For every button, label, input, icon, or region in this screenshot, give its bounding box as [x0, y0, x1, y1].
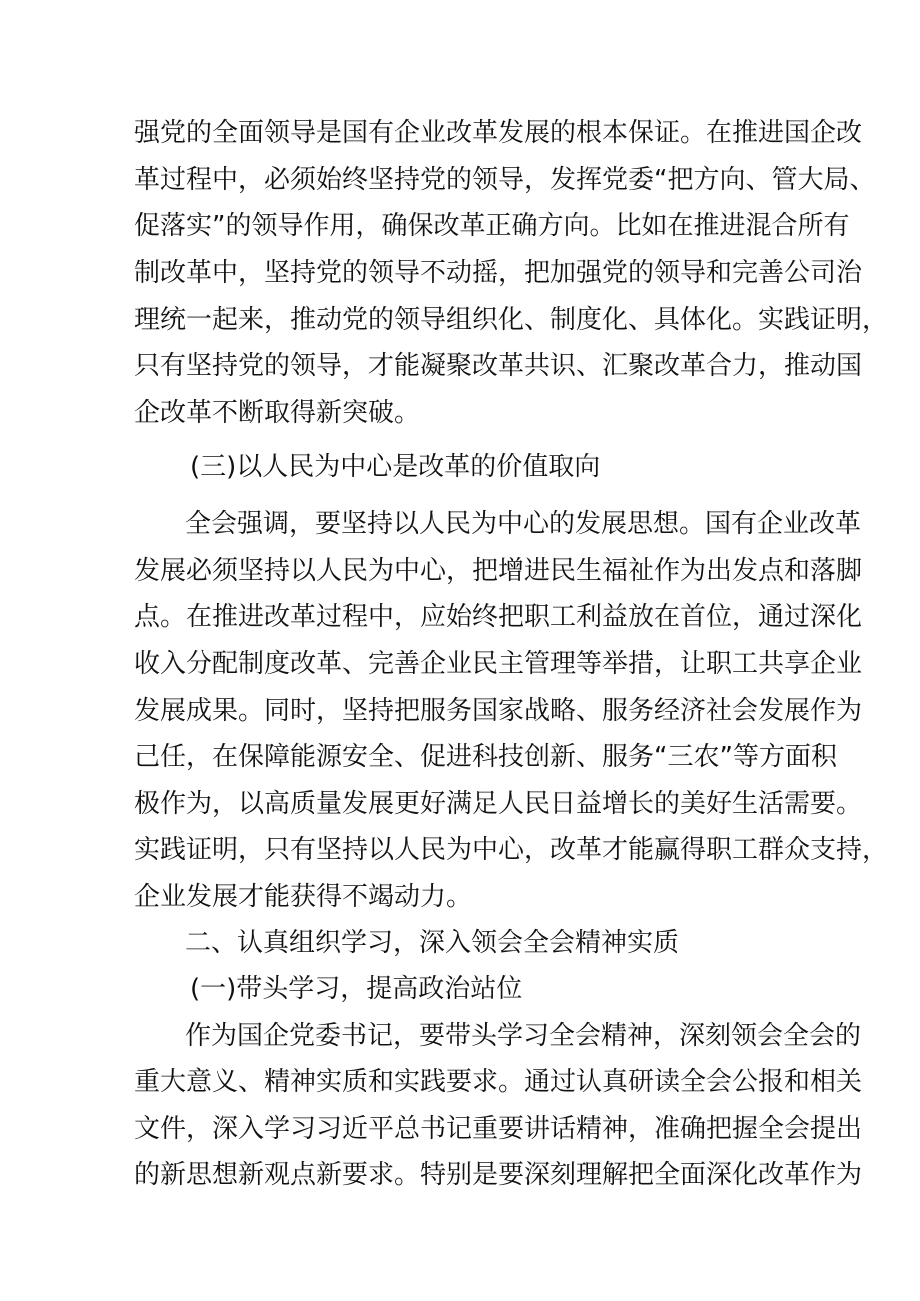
body-text-line: 制改革中，坚持党的领导不动摇，把加强党的领导和完善公司治: [134, 258, 863, 288]
body-text-line: 发展成果。同时，坚持把服务国家战略、服务经济社会发展作为: [134, 696, 863, 726]
body-text-line: 只有坚持党的领导，才能凝聚改革共识、汇聚改革合力，推动国: [134, 351, 863, 381]
section-subheading: (三)以人民为中心是改革的价值取向: [190, 452, 601, 482]
body-text-line: 企业发展才能获得不竭动力。: [134, 882, 473, 912]
section-subheading: (一)带头学习，提高政治站位: [190, 974, 523, 1004]
body-text-line: 促落实”的领导作用，确保改革正确方向。比如在推进混合所有: [134, 211, 850, 241]
section-heading: 二、认真组织学习，深入领会全会精神实质: [185, 928, 680, 958]
body-text-line: 作为国企党委书记，要带头学习全会精神，深刻领会全会的: [185, 1021, 862, 1051]
body-text-line: 的新思想新观点新要求。特别是要深刻理解把全面深化改革作为: [134, 1160, 863, 1190]
body-text-line: 己任，在保障能源安全、促进科技创新、服务“三农”等方面积: [134, 742, 837, 772]
body-text-line: 革过程中，必须始终坚持党的领导，发挥党委“把方向、管大局、: [134, 165, 876, 195]
body-text-line: 实践证明，只有坚持以人民为中心，改革才能赢得职工群众支持，: [134, 835, 889, 865]
body-text-line: 点。在推进改革过程中，应始终把职工利益放在首位，通过深化: [134, 602, 863, 632]
body-text-line: 重大意义、精神实质和实践要求。通过认真研读全会公报和相关: [134, 1067, 863, 1097]
body-text-line: 全会强调，要坚持以人民为中心的发展思想。国有企业改革: [185, 509, 862, 539]
body-text-line: 文件，深入学习习近平总书记重要讲话精神，准确把握全会提出: [134, 1114, 863, 1144]
body-text-line: 理统一起来，推动党的领导组织化、制度化、具体化。实践证明，: [134, 305, 889, 335]
body-text-line: 强党的全面领导是国有企业改革发展的根本保证。在推进国企改: [134, 118, 863, 148]
body-text-line: 发展必须坚持以人民为中心，把增进民生福祉作为出发点和落脚: [134, 556, 863, 586]
body-text-line: 极作为，以高质量发展更好满足人民日益增长的美好生活需要。: [134, 789, 863, 819]
body-text-line: 收入分配制度改革、完善企业民主管理等举措，让职工共享企业: [134, 649, 863, 679]
body-text-line: 企改革不断取得新突破。: [134, 398, 421, 428]
